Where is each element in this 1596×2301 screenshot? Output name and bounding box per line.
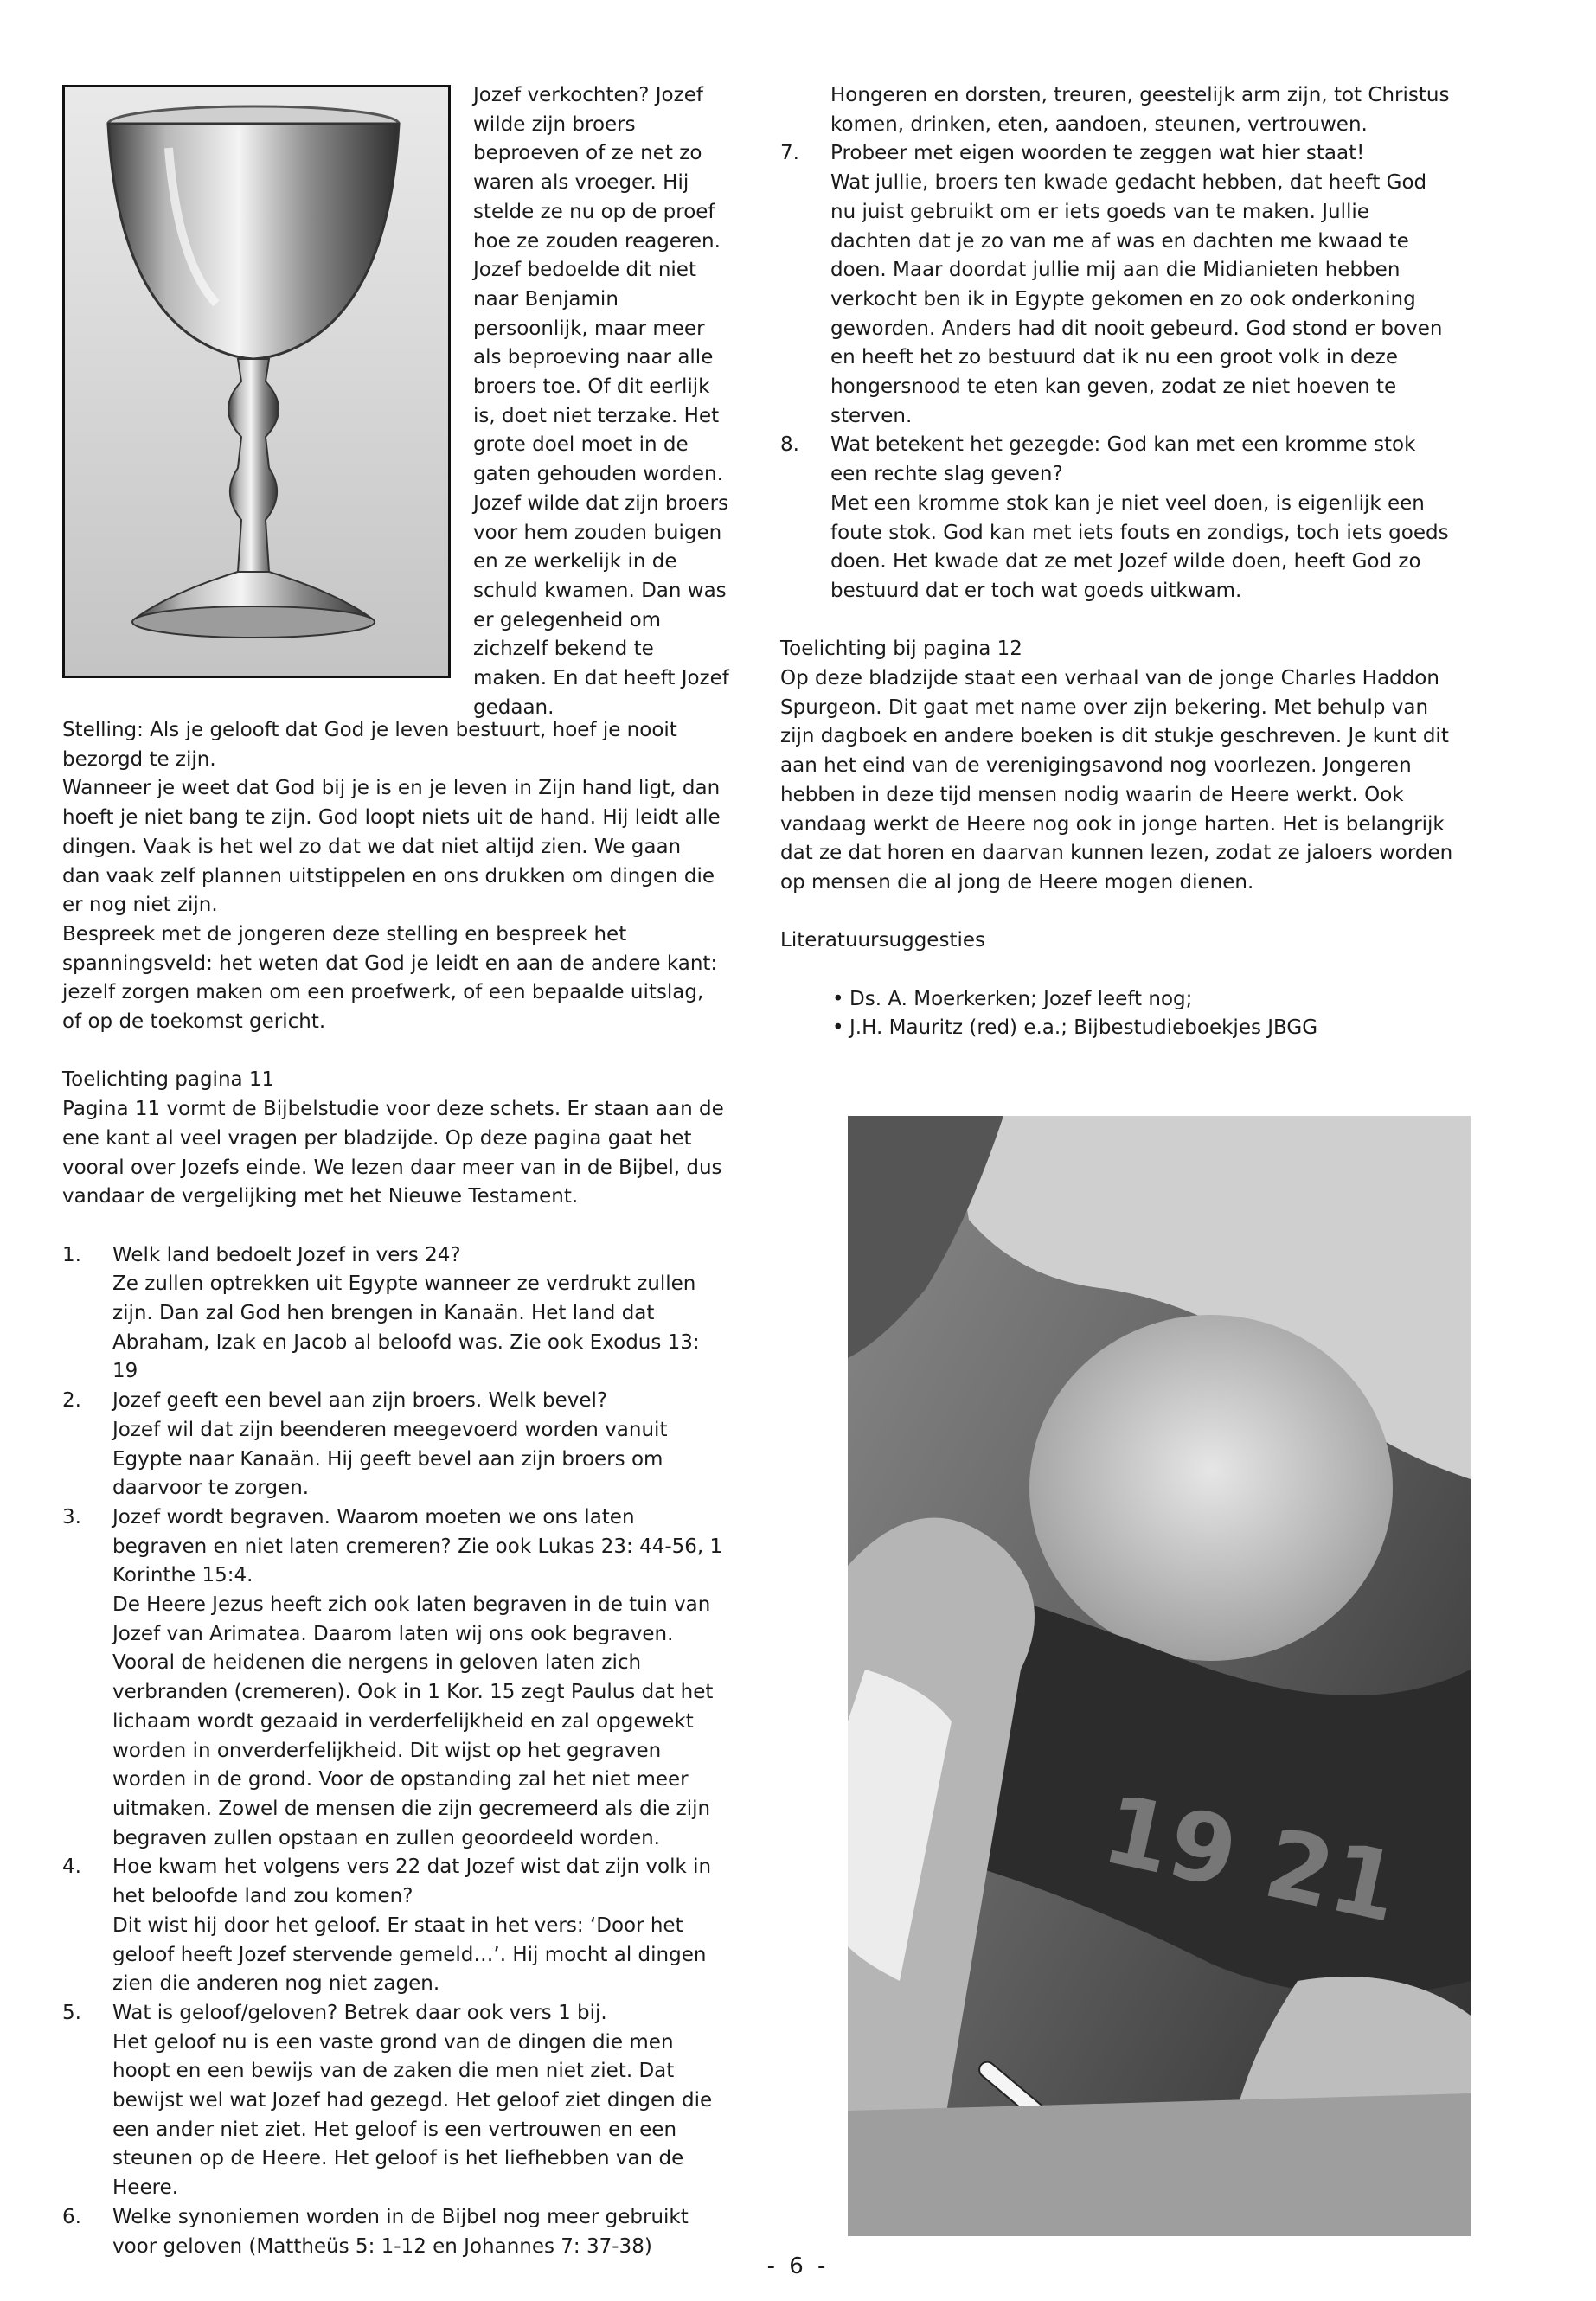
question-text: Wat betekent het gezegde: God kan met een kromme stok een rechte slag geven?	[830, 433, 1416, 486]
question-number: 4.	[62, 1856, 81, 1879]
page-number: - 6 -	[766, 2253, 830, 2279]
beside-image-text-block	[473, 81, 733, 722]
chalice-photo	[62, 85, 451, 678]
question-item-4	[62, 1853, 724, 1999]
girl-writing-photo	[848, 1116, 1471, 2236]
answer-text: De Heere Jezus heeft zich ook laten begraven in de tuin van Jozef van Arimatea. Daarom laten wij ons ook begraven. Vooral de heidenen die nergens in geloven laten zich verbranden (cremeren). Ook in 1 Kor. 15 zegt Paulus dat het lichaam wordt gezaaid in verderfelijkheid en zal opgewekt worden in onverderfelijkheid. Dit wijst op het gegraven worden in de grond. Voor de opstanding zal het niet meer uitmaken. Zowel de mensen die zijn gecremeerd als die zijn begraven zullen opstaan en zullen geoordeeld worden.	[112, 1593, 714, 1849]
question-number: 8.	[780, 433, 799, 457]
question-text: Hoe kwam het volgens vers 22 dat Jozef wist dat zijn volk in het beloofde land zou komen?	[112, 1856, 712, 1908]
right-column-body	[780, 81, 1455, 1043]
answer-text: Hongeren en dorsten, treuren, geestelijk arm zijn, tot Christus komen, drinken, eten, aandoen, steunen, vertrouwen.	[830, 84, 1450, 136]
question-text: Welk land bedoelt Jozef in vers 24?	[112, 1243, 461, 1266]
stelling-discussion: Bespreek met de jongeren deze stelling en bespreek het spanningsveld: het weten dat God je leidt en aan de andere kant: jezelf zorgen maken om een proefwerk, of een bepaalde uitslag, of op de toekomst gericht.	[62, 922, 718, 1034]
question-6-answer-continued	[780, 81, 1455, 139]
answer-text: Wat jullie, broers ten kwade gedacht hebben, dat heeft God nu juist gebruikt om er iets goeds van te maken. Jullie dachten dat je zo van me af was en dachten me kwaad te doen. Maar doordat jullie mij aan die Midianieten hebben verkocht ben ik in Egypte gekomen en zo ook onderkoning geworden. Anders had dit nooit gebeurd. God stond er boven en heeft het zo bestuurd dat ik nu een groot volk in deze hongersnood te eten kan geven, zodat ze niet hoeven te sterven.	[830, 171, 1443, 427]
svg-text:19 21: 19 21	[1093, 1773, 1409, 1945]
toelichting-12-heading: Toelichting bij pagina 12	[780, 638, 1022, 661]
toelichting-11-body: Pagina 11 vormt de Bijbelstudie voor deze schets. Er staan aan de ene kant al veel vragen per bladzijde. Op deze pagina gaat het vooral over Jozefs einde. We lezen daar meer van in de Bijbel, dus vandaar de vergelijking met het Nieuwe Testament.	[62, 1098, 724, 1208]
literature-heading: Literatuursuggesties	[780, 929, 985, 952]
left-column-body	[62, 716, 724, 2261]
question-text: Jozef wordt begraven. Waarom moeten we ons laten begraven en niet laten cremeren? Zie ook Lukas 23: 44-56, 1 Korinthe 15:4.	[112, 1505, 723, 1587]
question-text: Probeer met eigen woorden te zeggen wat hier staat!	[830, 142, 1365, 165]
question-number: 2.	[62, 1389, 81, 1413]
toelichting-12-body: Op deze bladzijde staat een verhaal van de jonge Charles Haddon Spurgeon. Dit gaat met name over zijn bekering. Met behulp van zijn dagboek en andere boeken is dit stukje geschreven. Je kunt dit aan het eind van de verenigingsavond nog voorlezen. Jongeren hebben in deze tijd mensen nodig waarin de Heere werkt. Ook vandaag werkt de Heere nog ook in jonge harten. Het is belangrijk dat ze dat horen en daarvan kunnen lezen, zodat ze jaloers worden op mensen die al jong de Heere mogen dienen.	[780, 667, 1453, 894]
question-item-2	[62, 1387, 724, 1503]
question-item-7	[780, 139, 1455, 431]
literature-item: • J.H. Mauritz (red) e.a.; Bijbestudieboekjes JBGG	[832, 1014, 1455, 1043]
answer-text: Met een kromme stok kan je niet veel doen, is eigenlijk een foute stok. God kan met iets fouts en zondigs, toch iets goeds doen. Het kwade dat ze met Jozef wilde doen, heeft God zo bestuurd dat er toch wat goeds uitkwam.	[830, 491, 1449, 602]
question-text: Wat is geloof/geloven? Betrek daar ook vers 1 bij.	[112, 2001, 607, 2024]
question-number: 1.	[62, 1243, 81, 1266]
question-number: 6.	[62, 2205, 81, 2228]
stelling-statement: Stelling: Als je gelooft dat God je leven bestuurt, hoef je nooit bezorgd te zijn.	[62, 719, 677, 771]
question-number: 3.	[62, 1505, 81, 1529]
literature-list	[780, 985, 1455, 1043]
toelichting-11-heading: Toelichting pagina 11	[62, 1068, 275, 1092]
answer-text: Jozef wil dat zijn beenderen meegevoerd worden vanuit Egypte naar Kanaän. Hij geeft bevel aan zijn broers om daarvoor te zorgen.	[112, 1418, 668, 1500]
question-item-3	[62, 1503, 724, 1853]
stelling-explanation: Wanneer je weet dat God bij je is en je leven in Zijn hand ligt, dan hoeft je niet bang te zijn. God loopt niets uit de hand. Hij leidt alle dingen. Vaak is het wel zo dat we dat niet altijd zien. We gaan dan vaak zelf plannen uitstippelen en ons drukken om dingen die er nog niet zijn.	[62, 777, 721, 917]
question-number: 5.	[62, 2001, 81, 2024]
questions-list-right	[780, 81, 1455, 606]
beside-image-text: Jozef verkochten? Jozef wilde zijn broers beproeven of ze net zo waren als vroeger. Hij stelde ze nu op de proef hoe ze zouden reageren. Jozef bedoelde dit niet naar Benjamin persoonlijk, maar meer als beproeving naar alle broers toe. Of dit eerlijk is, doet niet terzake. Het grote doel moet in de gaten gehouden worden. Jozef wilde dat zijn broers voor hem zouden buigen en ze werkelijk in de schuld kwamen. Dan was er gelegenheid om zichzelf bekend te maken. En dat heeft Jozef gedaan.	[473, 84, 729, 719]
question-item-5	[62, 1999, 724, 2203]
answer-text: Dit wist hij door het geloof. Er staat in het vers: ‘Door het geloof heeft Jozef stervende gemeld…’. Hij mocht al dingen zien die anderen nog niet zagen.	[112, 1913, 707, 1996]
question-text: Jozef geeft een bevel aan zijn broers. Welk bevel?	[112, 1389, 608, 1413]
questions-list-left	[62, 1241, 724, 2262]
question-item-1	[62, 1241, 724, 1388]
question-number: 7.	[780, 142, 799, 165]
question-item-8	[780, 431, 1455, 606]
answer-text: Het geloof nu is een vaste grond van de dingen die men hoopt en een bewijs van de zaken die men niet ziet. Dat bewijst wel wat Jozef had gezegd. Het geloof ziet dingen die een ander niet ziet. Het geloof is een vertrouwen en een steunen op de Heere. Het geloof is het liefhebben van de Heere.	[112, 2030, 713, 2200]
question-text: Welke synoniemen worden in de Bijbel nog meer gebruikt voor geloven (Mattheüs 5: 1-12 en Johannes 7: 37-38)	[112, 2205, 689, 2258]
answer-text: Ze zullen optrekken uit Egypte wanneer ze verdrukt zullen zijn. Dan zal God hen brengen in Kanaän. Het land dat Abraham, Izak en Jacob al beloofd was. Zie ook Exodus 13: 19	[112, 1272, 700, 1383]
literature-item: • Ds. A. Moerkerken; Jozef leeft nog;	[832, 985, 1455, 1015]
